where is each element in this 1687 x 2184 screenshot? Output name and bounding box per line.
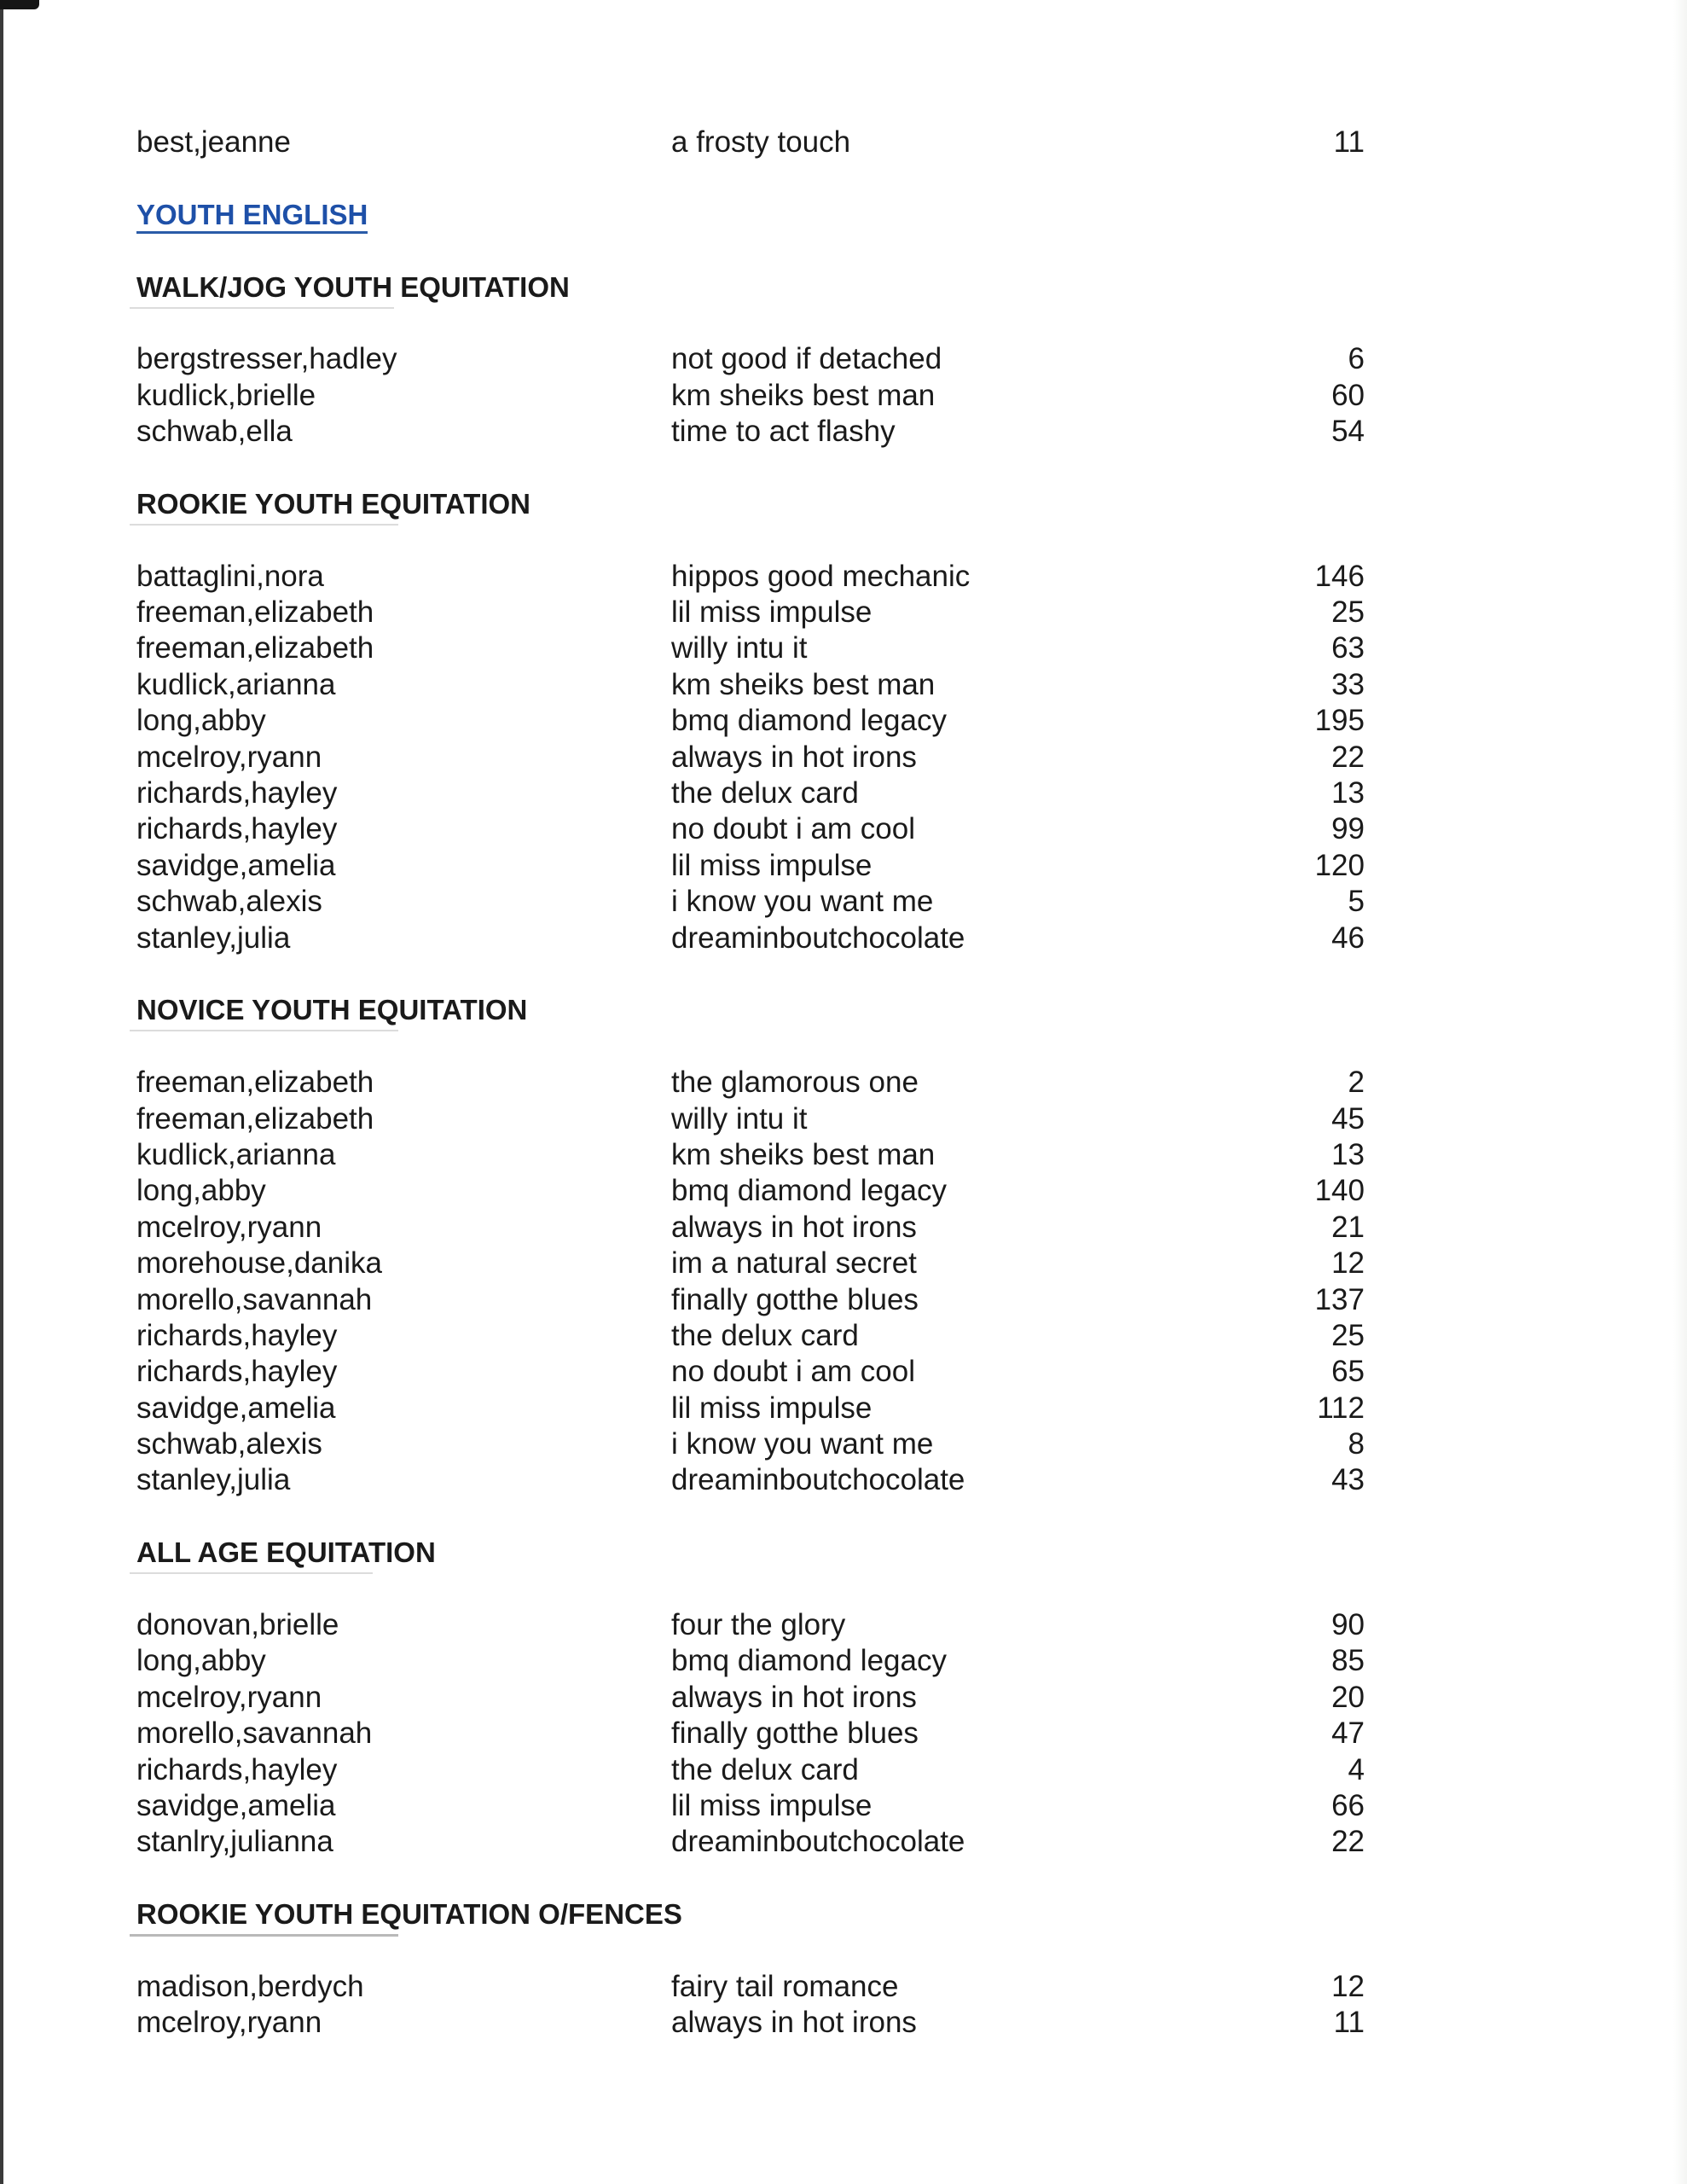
entry-number: 33 bbox=[1331, 667, 1365, 701]
group-title-text: YOUTH ENGLISH bbox=[136, 199, 368, 234]
horse-name: km sheiks best man bbox=[671, 1137, 936, 1171]
horse-name: hippos good mechanic bbox=[671, 559, 971, 593]
horse-name: bmq diamond legacy bbox=[671, 1174, 947, 1208]
entry-row bbox=[136, 414, 1365, 450]
horse-name: bmq diamond legacy bbox=[671, 704, 947, 738]
horse-name: always in hot irons bbox=[671, 2006, 917, 2040]
entry-number: 11 bbox=[1333, 125, 1365, 159]
horse-name: dreaminboutchocolate bbox=[671, 1825, 965, 1859]
entry-row bbox=[136, 1426, 1365, 1462]
entry-number: 140 bbox=[1314, 1174, 1365, 1208]
entry-number: 43 bbox=[1331, 1463, 1365, 1497]
rider-name: richards,hayley bbox=[136, 776, 338, 810]
entry-row bbox=[136, 1391, 1365, 1426]
horse-name: dreaminboutchocolate bbox=[671, 1463, 965, 1497]
entry-number: 13 bbox=[1331, 776, 1365, 810]
horse-name: im a natural secret bbox=[671, 1246, 917, 1281]
horse-name: finally gotthe blues bbox=[671, 1716, 919, 1751]
scan-left-edge bbox=[0, 0, 3, 2184]
horse-name: km sheiks best man bbox=[671, 378, 936, 412]
entry-number: 90 bbox=[1331, 1608, 1365, 1642]
entry-number: 195 bbox=[1314, 704, 1365, 738]
horse-name: always in hot irons bbox=[671, 1680, 917, 1714]
rider-name: long,abby bbox=[136, 1174, 266, 1208]
entry-number: 11 bbox=[1333, 2006, 1365, 2040]
rider-name: long,abby bbox=[136, 704, 266, 738]
entry-number: 45 bbox=[1331, 1101, 1365, 1136]
entry-number: 22 bbox=[1331, 1825, 1365, 1859]
horse-name: willy intu it bbox=[671, 631, 808, 665]
entry-number: 65 bbox=[1331, 1355, 1365, 1389]
class-title-text: WALK/JOG YOUTH EQUITATION bbox=[136, 270, 570, 303]
entry-row bbox=[136, 378, 1365, 414]
rider-name: richards,hayley bbox=[136, 1752, 338, 1786]
horse-name: the glamorous one bbox=[671, 1066, 919, 1100]
rider-name: long,abby bbox=[136, 1644, 266, 1678]
rider-name: mcelroy,ryann bbox=[136, 1210, 322, 1244]
entry-number: 54 bbox=[1331, 415, 1365, 449]
class-title-text: ALL AGE EQUITATION bbox=[136, 1536, 436, 1569]
entry-number: 13 bbox=[1331, 1137, 1365, 1171]
class-title bbox=[136, 486, 1365, 522]
horse-name: not good if detached bbox=[671, 342, 942, 376]
class-title bbox=[136, 270, 1365, 305]
entry-number: 2 bbox=[1348, 1066, 1365, 1100]
rider-name: mcelroy,ryann bbox=[136, 1680, 322, 1714]
entry-row bbox=[136, 2005, 1365, 2041]
entry-number: 4 bbox=[1348, 1752, 1365, 1786]
rider-name: donovan,brielle bbox=[136, 1608, 339, 1642]
class-list bbox=[136, 270, 1365, 2042]
horse-name: km sheiks best man bbox=[671, 667, 936, 701]
entry-row bbox=[136, 595, 1365, 630]
horse-name: lil miss impulse bbox=[671, 848, 872, 882]
group-title bbox=[136, 197, 1365, 233]
entry-number: 146 bbox=[1314, 559, 1365, 593]
entry-row bbox=[136, 703, 1365, 739]
entry-row bbox=[136, 848, 1365, 884]
rider-name: mcelroy,ryann bbox=[136, 740, 322, 774]
horse-name: the delux card bbox=[671, 1318, 859, 1352]
horse-name: lil miss impulse bbox=[671, 595, 872, 630]
horse-name: no doubt i am cool bbox=[671, 1355, 916, 1389]
entry-number: 6 bbox=[1348, 342, 1365, 376]
rider-name: kudlick,arianna bbox=[136, 667, 336, 701]
class-title-text: NOVICE YOUTH EQUITATION bbox=[136, 994, 528, 1026]
horse-name: dreaminboutchocolate bbox=[671, 921, 965, 955]
entry-number: 85 bbox=[1331, 1644, 1365, 1678]
entry-row bbox=[136, 811, 1365, 847]
scan-corner-mark bbox=[0, 0, 39, 9]
horse-name: finally gotthe blues bbox=[671, 1282, 919, 1316]
rider-name: battaglini,nora bbox=[136, 559, 324, 593]
entry-number: 25 bbox=[1331, 1318, 1365, 1352]
rider-name: stanley,julia bbox=[136, 1463, 291, 1497]
horse-name: the delux card bbox=[671, 776, 859, 810]
entry-row bbox=[136, 1065, 1365, 1101]
rider-name: freeman,elizabeth bbox=[136, 1066, 374, 1100]
entry-number: 46 bbox=[1331, 921, 1365, 955]
entry-row bbox=[136, 559, 1365, 595]
entry-row bbox=[136, 1969, 1365, 2005]
rider-name: bergstresser,hadley bbox=[136, 342, 397, 376]
entry-number: 8 bbox=[1348, 1427, 1365, 1461]
entry-row bbox=[136, 1246, 1365, 1281]
entry-number: 47 bbox=[1331, 1716, 1365, 1751]
rider-name: richards,hayley bbox=[136, 1318, 338, 1352]
entry-row bbox=[136, 1752, 1365, 1788]
horse-name: always in hot irons bbox=[671, 1210, 917, 1244]
entry-number: 21 bbox=[1331, 1210, 1365, 1244]
rider-name: savidge,amelia bbox=[136, 1391, 336, 1425]
entry-number: 5 bbox=[1348, 885, 1365, 919]
entry-row bbox=[136, 740, 1365, 775]
horse-name: i know you want me bbox=[671, 885, 934, 919]
entry-row bbox=[136, 1354, 1365, 1390]
entry-number: 60 bbox=[1331, 378, 1365, 412]
entry-number: 12 bbox=[1331, 1969, 1365, 2003]
entry-row bbox=[136, 1680, 1365, 1716]
rider-name: morehouse,danika bbox=[136, 1246, 382, 1281]
entry-number: 25 bbox=[1331, 595, 1365, 630]
entry-row bbox=[136, 884, 1365, 920]
horse-name: willy intu it bbox=[671, 1101, 808, 1136]
rider-name: mcelroy,ryann bbox=[136, 2006, 322, 2040]
entry-number: 112 bbox=[1317, 1391, 1365, 1425]
class-title bbox=[136, 992, 1365, 1028]
rider-name: morello,savannah bbox=[136, 1282, 373, 1316]
rider-name: morello,savannah bbox=[136, 1716, 373, 1751]
entry-row bbox=[136, 1282, 1365, 1318]
entry-list-document bbox=[136, 125, 1365, 2042]
entry-row bbox=[136, 1137, 1365, 1173]
horse-name: lil miss impulse bbox=[671, 1391, 872, 1425]
horse-name: bmq diamond legacy bbox=[671, 1644, 947, 1678]
rider-name: richards,hayley bbox=[136, 1355, 338, 1389]
horse-name: time to act flashy bbox=[671, 415, 896, 449]
horse-name: i know you want me bbox=[671, 1427, 934, 1461]
rider-name: schwab,alexis bbox=[136, 885, 322, 919]
entry-number: 120 bbox=[1314, 848, 1365, 882]
rider-name: savidge,amelia bbox=[136, 848, 336, 882]
entry-row bbox=[136, 341, 1365, 377]
class-title-text: ROOKIE YOUTH EQUITATION O/FENCES bbox=[136, 1898, 682, 1931]
entry-row bbox=[136, 630, 1365, 666]
class-title bbox=[136, 1896, 1365, 1932]
entry-row bbox=[136, 1824, 1365, 1860]
rider-name: freeman,elizabeth bbox=[136, 631, 374, 665]
entry-number: 66 bbox=[1331, 1788, 1365, 1822]
rider-name: kudlick,arianna bbox=[136, 1137, 336, 1171]
entry-row bbox=[136, 1716, 1365, 1751]
entry-row bbox=[136, 775, 1365, 811]
horse-name: fairy tail romance bbox=[671, 1969, 899, 2003]
rider-name: schwab,ella bbox=[136, 415, 293, 449]
entry-number: 63 bbox=[1331, 631, 1365, 665]
class-title bbox=[136, 1535, 1365, 1571]
horse-name: four the glory bbox=[671, 1608, 846, 1642]
horse-name: no doubt i am cool bbox=[671, 812, 916, 846]
rider-name: kudlick,brielle bbox=[136, 378, 316, 412]
entry-row bbox=[136, 667, 1365, 703]
rider-name: richards,hayley bbox=[136, 812, 338, 846]
entry-row bbox=[136, 1210, 1365, 1246]
entry-number: 22 bbox=[1331, 740, 1365, 774]
horse-name: a frosty touch bbox=[671, 125, 851, 159]
rider-name: stanlry,julianna bbox=[136, 1825, 333, 1859]
entry-row bbox=[136, 1788, 1365, 1824]
entry-number: 12 bbox=[1331, 1246, 1365, 1281]
entry-row bbox=[136, 1318, 1365, 1354]
entry-row bbox=[136, 1607, 1365, 1643]
rider-name: madison,berdych bbox=[136, 1969, 364, 2003]
rider-name: savidge,amelia bbox=[136, 1788, 336, 1822]
entry-row bbox=[136, 1101, 1365, 1137]
rider-name: freeman,elizabeth bbox=[136, 1101, 374, 1136]
horse-name: lil miss impulse bbox=[671, 1788, 872, 1822]
entry-number: 137 bbox=[1314, 1282, 1365, 1316]
rider-name: freeman,elizabeth bbox=[136, 595, 374, 630]
entry-number: 20 bbox=[1331, 1680, 1365, 1714]
entry-row bbox=[136, 921, 1365, 956]
entry-number: 99 bbox=[1331, 812, 1365, 846]
entry-row bbox=[136, 1643, 1365, 1679]
horse-name: always in hot irons bbox=[671, 740, 917, 774]
rider-name: schwab,alexis bbox=[136, 1427, 322, 1461]
entry-row bbox=[136, 125, 1365, 160]
class-title-text: ROOKIE YOUTH EQUITATION bbox=[136, 487, 531, 520]
horse-name: the delux card bbox=[671, 1752, 859, 1786]
scan-right-edge bbox=[1673, 0, 1687, 2184]
entry-row bbox=[136, 1462, 1365, 1498]
entry-row bbox=[136, 1173, 1365, 1209]
rider-name: stanley,julia bbox=[136, 921, 291, 955]
rider-name: best,jeanne bbox=[136, 125, 291, 159]
